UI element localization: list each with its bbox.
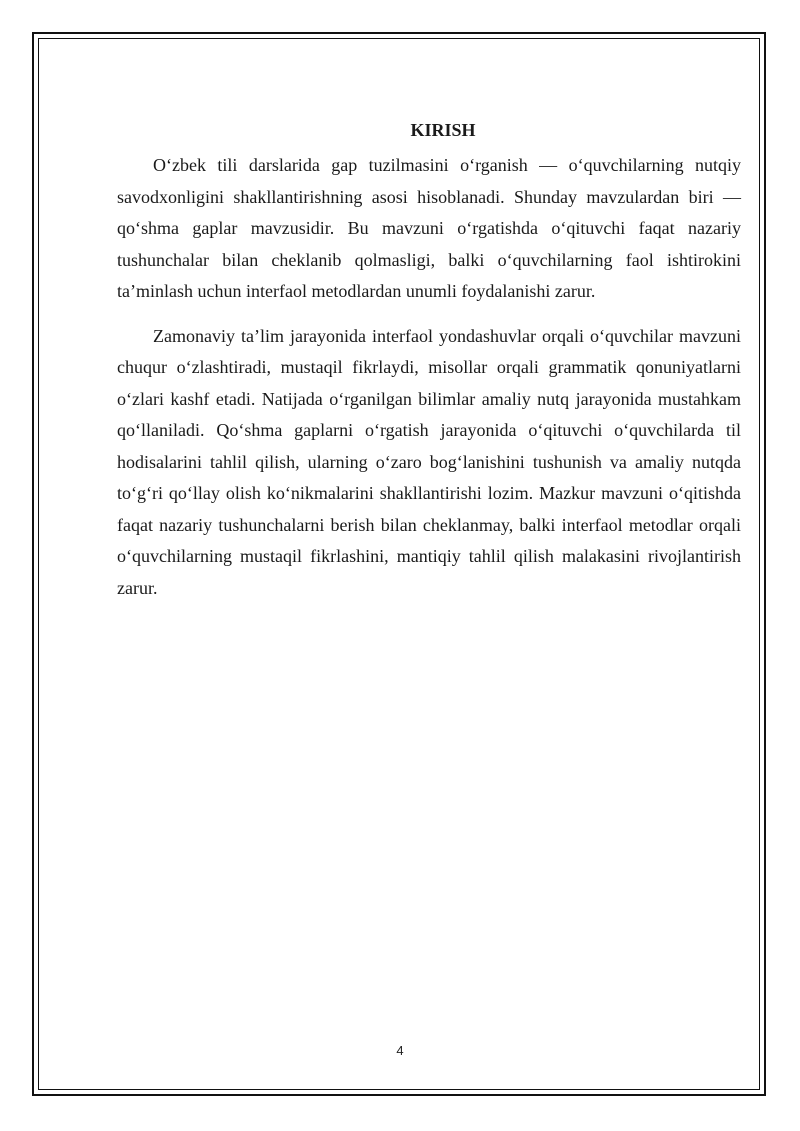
paragraph-1: O‘zbek tili darslarida gap tuzilmasini o‘rganish — o‘quvchilarning nutqiy savodxonligini shakllantirishning asosi hisoblanadi. Shunday mavzulardan biri — qo‘shma gaplar mavzusidir. Bu mavzuni o‘rgatishda o‘qituvchi faqat nazariy tushunchalar bilan cheklanib qolmasligi, balki o‘quvchilarning faol ishtirokini ta’minlash uchun interfaol metodlardan unumli foydalanishi zarur. <box>117 155 741 301</box>
paragraph-2: Zamonaviy ta’lim jarayonida interfaol yondashuvlar orqali o‘quvchilar mavzuni chuqur o‘zlashtiradi, mustaqil fikrlaydi, misollar orqali grammatik qonuniyatlarni o‘zlari kashf etadi. Natijada o‘rganilgan bilimlar amaliy nutq jarayonida mustahkam qo‘llaniladi. Qo‘shma gaplarni o‘rgatish jarayonida o‘qituvchi o‘quvchilarda til hodisalarini tahlil qilish, ularning o‘zaro bog‘lanishini tushunish va amaliy nutqda to‘g‘ri qo‘llay olish ko‘nikmalarini shakllantirishi lozim. Mazkur mavzuni o‘qitishda faqat nazariy tushunchalarni berish bilan cheklanmay, balki interfaol metodlar orqali o‘quvchilarning mustaqil fikrlashini, mantiqiy tahlil qilish malakasini rivojlantirish zarur. <box>117 325 741 598</box>
section-heading: KIRISH <box>410 120 476 140</box>
page-content <box>117 118 741 617</box>
page-number: 4 <box>396 1043 404 1058</box>
